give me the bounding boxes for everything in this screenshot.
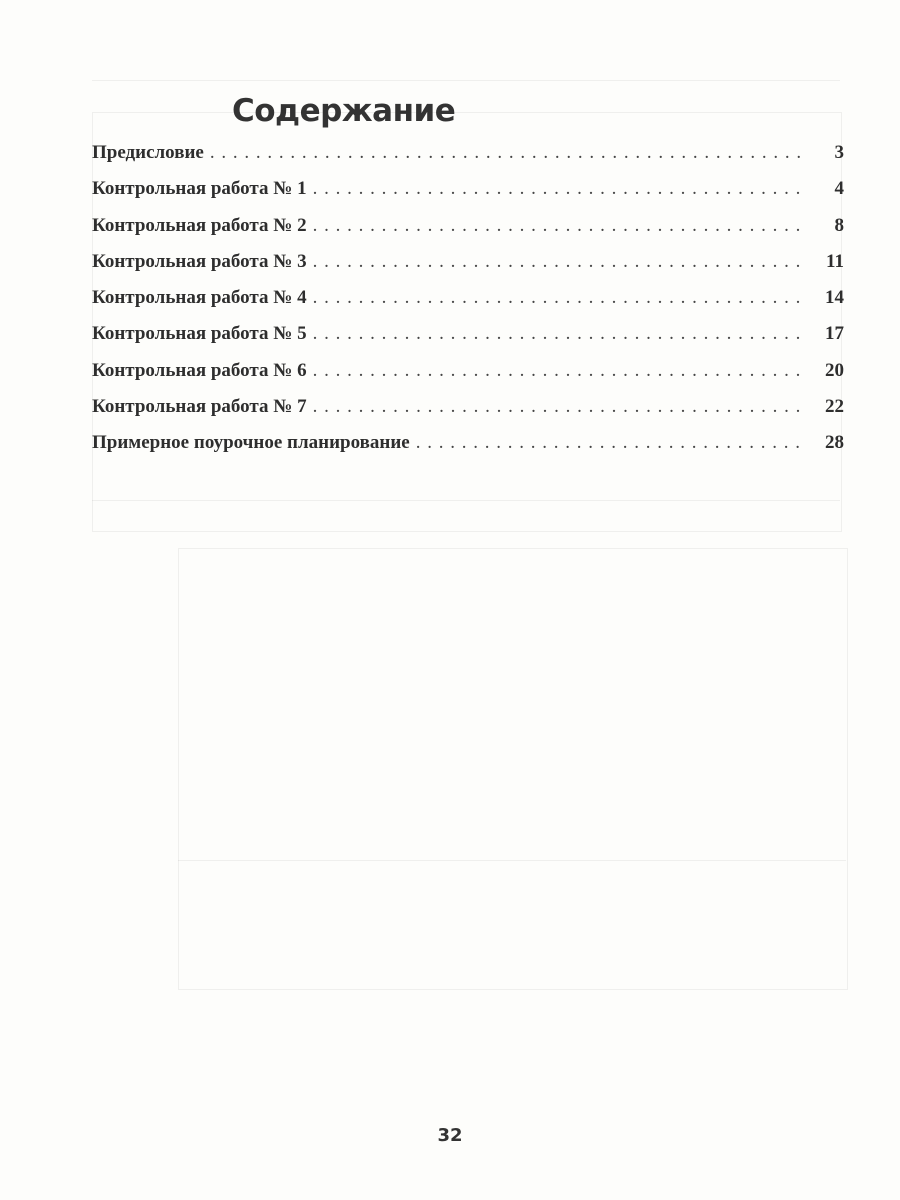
toc-entry-page: 3 bbox=[834, 142, 844, 163]
dot-leader bbox=[313, 215, 808, 237]
dot-leader bbox=[313, 287, 808, 309]
bleed-through-line bbox=[92, 80, 840, 81]
toc-entry-page: 8 bbox=[834, 214, 844, 236]
bleed-through-line bbox=[92, 500, 840, 501]
dot-leader bbox=[313, 323, 808, 345]
toc-entry[interactable] bbox=[92, 360, 844, 396]
toc-entry[interactable] bbox=[92, 287, 844, 323]
toc-entry-label: Контрольная работа № 5 bbox=[92, 323, 307, 345]
toc-entry-label: Примерное поурочное планирование bbox=[92, 432, 410, 454]
toc-entry-label: Контрольная работа № 3 bbox=[92, 250, 307, 272]
toc-entry-label: Контрольная работа № 7 bbox=[92, 396, 307, 418]
toc-entry[interactable] bbox=[92, 142, 844, 178]
toc-entry-label: Контрольная работа № 6 bbox=[92, 359, 307, 381]
toc-entry[interactable] bbox=[92, 251, 844, 287]
bleed-through-line bbox=[178, 860, 846, 861]
dot-leader bbox=[313, 178, 808, 200]
toc-entry-page: 17 bbox=[825, 323, 844, 345]
dot-leader bbox=[313, 360, 808, 382]
dot-leader bbox=[416, 432, 808, 454]
toc-entry-label: Контрольная работа № 2 bbox=[92, 214, 307, 236]
dot-leader bbox=[313, 396, 808, 418]
page-title: Содержание bbox=[232, 92, 456, 129]
toc-entry-label: Контрольная работа № 4 bbox=[92, 287, 307, 309]
table-of-contents bbox=[92, 142, 844, 469]
toc-entry-page: 20 bbox=[825, 359, 844, 381]
dot-leader bbox=[313, 251, 808, 273]
page-number: 32 bbox=[437, 1125, 463, 1146]
toc-entry-label: Предисловие bbox=[92, 142, 204, 163]
toc-entry-page: 14 bbox=[825, 287, 844, 309]
toc-entry-page: 22 bbox=[825, 396, 844, 418]
toc-entry[interactable] bbox=[92, 432, 844, 468]
toc-entry-page: 11 bbox=[826, 250, 844, 272]
toc-entry-page: 4 bbox=[834, 178, 844, 200]
toc-entry[interactable] bbox=[92, 396, 844, 432]
toc-entry-label: Контрольная работа № 1 bbox=[92, 178, 307, 200]
toc-entry[interactable] bbox=[92, 323, 844, 359]
toc-entry[interactable] bbox=[92, 178, 844, 214]
dot-leader bbox=[210, 142, 808, 164]
toc-entry[interactable] bbox=[92, 215, 844, 251]
toc-entry-page: 28 bbox=[825, 432, 844, 454]
bleed-through-box bbox=[178, 548, 848, 990]
